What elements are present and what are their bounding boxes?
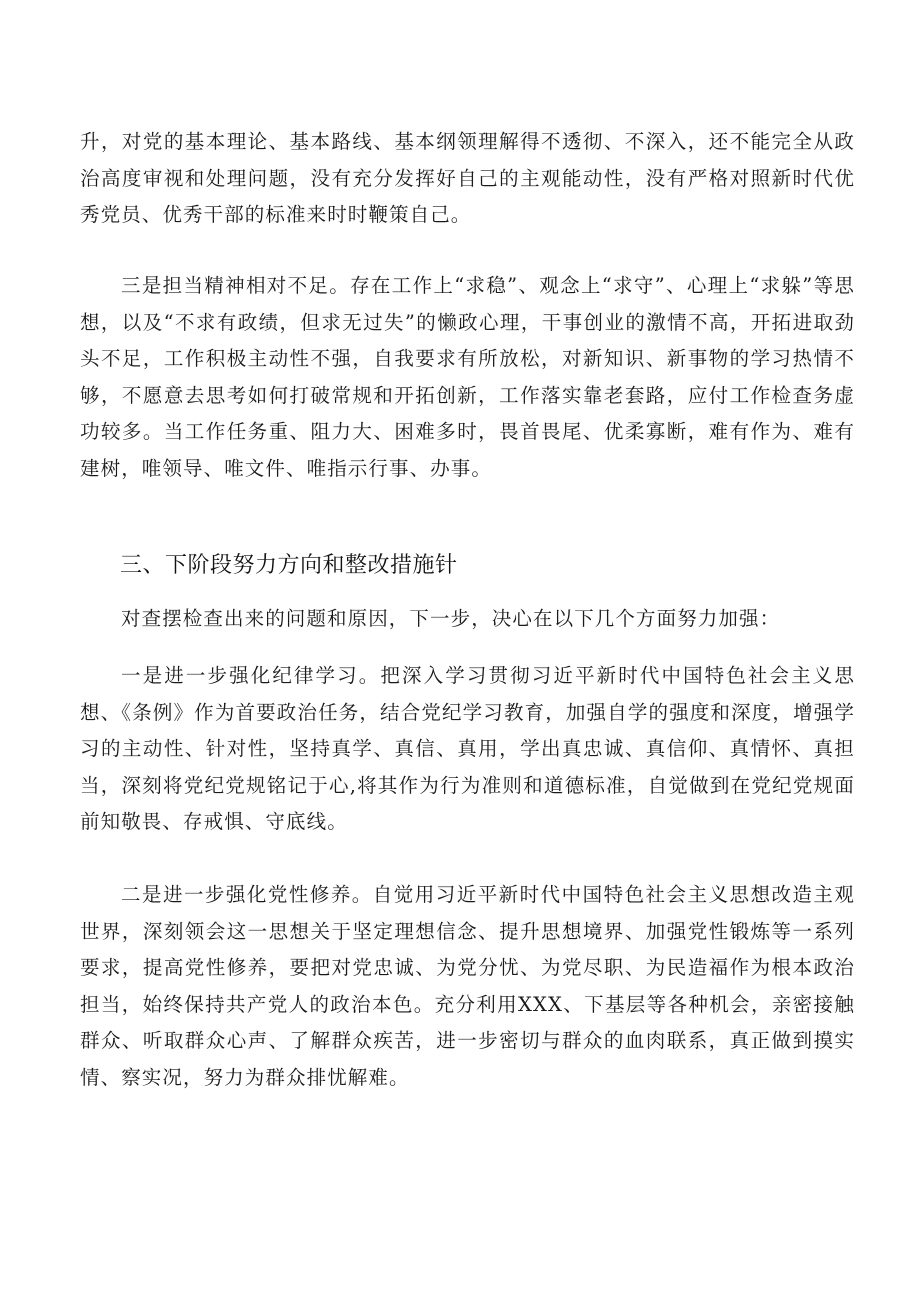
paragraph-party-spirit: 二是进一步强化党性修养。自觉用习近平新时代中国特色社会主义思想改造主观世界，深刻领会这一思想关于坚定理想信念、提升思想境界、加强党性锻炼等一系列要求，提高党性修养，要把对党忠诚、为党分忧、为党尽职、为民造福作为根本政治担当，始终保持共产党人的政治本色。充分利用XXX、下基层等各种机会，亲密接触群众、听取群众心声、了解群众疾苦，进一步密切与群众的血肉联系，真正做到摸实情、察实况，努力为群众排忧解难。 — [80, 883, 855, 1089]
paragraph-intro: 对查摆检查出来的问题和原因，下一步，决心在以下几个方面努力加强： — [121, 607, 781, 630]
paragraph-responsibility-shortfall: 三是担当精神相对不足。存在工作上“求稳”、观念上“求守”、心理上“求躲”等思想，以及“不求有政绩，但求无过失”的懒政心理，干事创业的激情不高，开拓进取劲头不足，工作积极主动性不强，自我要求有所放松，对新知识、新事物的学习热情不够，不愿意去思考如何打破常规和开拓创新，工作落实靠老套路，应付工作检查务虚功较多。当工作任务重、阻力大、困难多时，畏首畏尾、优柔寡断，难有作为、难有建树，唯领导、唯文件、唯指示行事、办事。 — [80, 274, 855, 480]
paragraph-continuation: 升，对党的基本理论、基本路线、基本纲领理解得不透彻、不深入，还不能完全从政治高度审视和处理问题，没有充分发挥好自己的主观能动性，没有严格对照新时代优秀党员、优秀干部的标准来时时鞭策自己。 — [80, 130, 855, 226]
paragraph-discipline-study: 一是进一步强化纪律学习。把深入学习贯彻习近平新时代中国特色社会主义思想、《条例》作为首要政治任务，结合党纪学习教育，加强自学的强度和深度，增强学习的主动性、针对性，坚持真学、真信、真用，学出真忠诚、真信仰、真情怀、真担当，深刻将党纪党规铭记于心,将其作为行为准则和道德标准，自觉做到在党纪党规面前知敬畏、存戒惧、守底线。 — [80, 664, 855, 833]
section-heading: 三、下阶段努力方向和整改措施针 — [120, 553, 458, 578]
